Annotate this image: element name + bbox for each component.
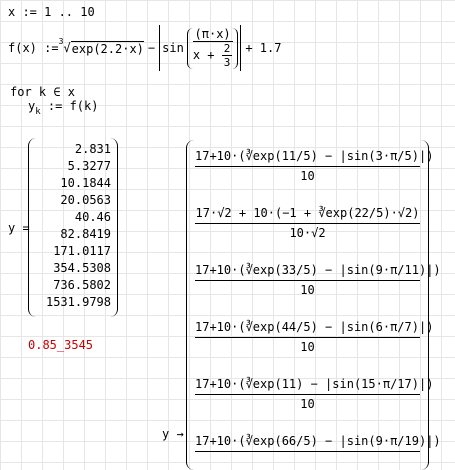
sin-argument (187, 28, 239, 69)
loop-y-symbol: y (28, 99, 36, 113)
fraction-bar (195, 337, 420, 338)
result-vector[interactable] (28, 138, 118, 317)
minus-operator: − (147, 41, 156, 55)
symbolic-row (195, 262, 441, 297)
sin-fraction (191, 28, 235, 69)
vector-cell: 82.8419 (60, 227, 111, 241)
vector-cell: 171.0117 (53, 244, 111, 258)
fraction-bar (195, 280, 420, 281)
denominator-lhs: x + (192, 47, 215, 62)
fraction-bar (195, 451, 420, 452)
function-lhs: f(x) := (8, 41, 59, 55)
sin-numerator: (π·x) (194, 26, 231, 41)
fraction-bar (195, 166, 420, 167)
symbolic-numerator: 17·√2 + 10·(−1 + ∛exp(22/5)·√2) (195, 206, 420, 220)
radicand: exp(2.2·x) (71, 41, 144, 56)
vector-cell: 5.3277 (67, 159, 111, 173)
vector-cell: 736.5802 (53, 278, 111, 292)
symbolic-denominator: 10 (300, 397, 315, 411)
for-loop-body (10, 99, 98, 115)
symbolic-denominator: 10 (300, 340, 315, 354)
vector-cell: 20.0563 (60, 193, 111, 207)
function-tail: + 1.7 (245, 41, 282, 55)
two-thirds-fraction (222, 42, 233, 69)
symbolic-row (195, 148, 434, 183)
vector-cell: 2.831 (74, 142, 111, 156)
vector-label: y = (8, 221, 30, 235)
abs-value-group (159, 25, 241, 71)
fraction-bar (195, 394, 420, 395)
symbolic-denominator: 10·√2 (289, 226, 326, 240)
range-definition[interactable] (8, 5, 95, 19)
range-definition-text: x := 1 .. 10 (8, 5, 95, 19)
symbolic-numerator: 17+10·(∛exp(66/5) − |sin(9·π/19)|) (195, 434, 441, 448)
symbolic-denominator: 10 (300, 169, 315, 183)
symbolic-row (195, 319, 434, 354)
loop-subscript: k (35, 107, 41, 117)
function-definition[interactable] (8, 23, 281, 73)
two-thirds-den: 3 (223, 55, 231, 69)
sin-denominator (191, 42, 235, 69)
symbolic-label: y → (162, 427, 184, 441)
radical-sign-icon: √ (63, 41, 71, 55)
sin-label: sin (162, 41, 184, 55)
two-thirds-num: 2 (223, 41, 231, 55)
error-text[interactable]: 0.85_3545 (28, 338, 94, 352)
symbolic-numerator: 17+10·(∛exp(44/5) − |sin(6·π/7)|) (195, 320, 434, 334)
symbolic-row (195, 205, 420, 240)
for-loop[interactable] (10, 85, 98, 115)
vector-cell: 354.5308 (53, 261, 111, 275)
symbolic-row (195, 433, 441, 454)
for-loop-header: for k ∈ x (10, 85, 76, 99)
symbolic-row (195, 376, 434, 411)
symbolic-numerator: 17+10·(∛exp(11) − |sin(15·π/17)|) (195, 377, 434, 391)
symbolic-numerator: 17+10·(∛exp(33/5) − |sin(9·π/11)|) (195, 263, 441, 277)
vector-cell: 1531.9798 (45, 295, 111, 309)
vector-cell: 10.1844 (60, 176, 111, 190)
root-index: 3 (58, 37, 64, 46)
symbolic-denominator: 10 (300, 283, 315, 297)
fraction-bar (195, 223, 420, 224)
symbolic-numerator: 17+10·(∛exp(11/5) − |sin(3·π/5)|) (195, 149, 434, 163)
symbolic-result[interactable] (186, 140, 441, 470)
vector-cell: 40.46 (74, 210, 111, 224)
loop-assignment: := f(k) (47, 99, 99, 113)
